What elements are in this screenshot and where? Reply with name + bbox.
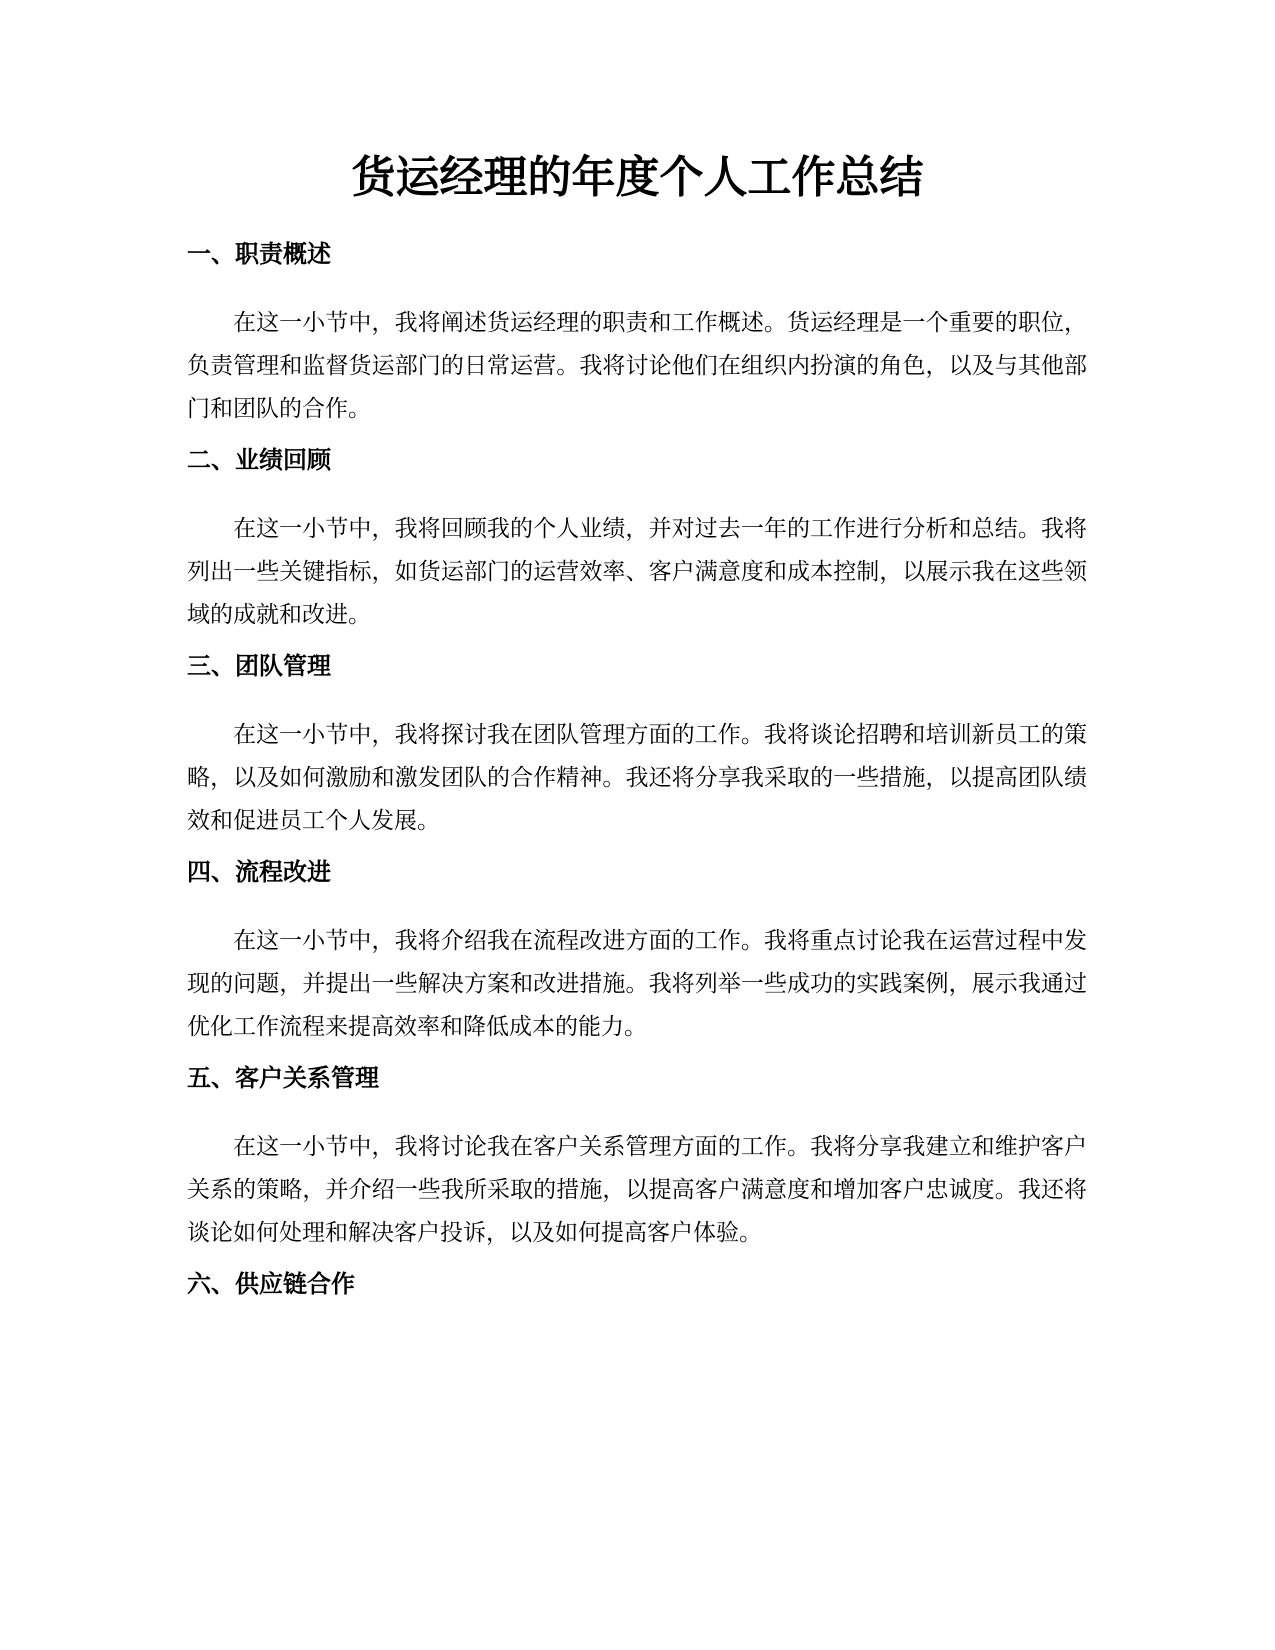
section-heading: 二、业绩回顾 — [187, 446, 331, 474]
section-heading: 六、供应链合作 — [187, 1270, 355, 1298]
section-body: 在这一小节中，我将探讨我在团队管理方面的工作。我将谈论招聘和培训新员工的策略，以及如何激励和激发团队的合作精神。我还将分享我采取的一些措施，以提高团队绩效和促进员工个人发展。 — [187, 722, 1087, 834]
section-body: 在这一小节中，我将介绍我在流程改进方面的工作。我将重点讨论我在运营过程中发现的问题，并提出一些解决方案和改进措施。我将列举一些成功的实践案例，展示我通过优化工作流程来提高效率和降低成本的能力。 — [187, 928, 1087, 1040]
section-heading: 三、团队管理 — [187, 652, 331, 680]
section-body: 在这一小节中，我将阐述货运经理的职责和工作概述。货运经理是一个重要的职位，负责管理和监督货运部门的日常运营。我将讨论他们在组织内扮演的角色，以及与其他部门和团队的合作。 — [187, 310, 1087, 422]
section-customer-relations — [187, 1062, 1087, 1255]
section-heading: 五、客户关系管理 — [187, 1064, 379, 1092]
section-body: 在这一小节中，我将讨论我在客户关系管理方面的工作。我将分享我建立和维护客户关系的策略，并介绍一些我所采取的措施，以提高客户满意度和增加客户忠诚度。我还将谈论如何处理和解决客户投诉，以及如何提高客户体验。 — [187, 1134, 1087, 1246]
section-heading: 一、职责概述 — [187, 240, 331, 268]
section-team-management — [187, 650, 1087, 843]
section-supply-chain — [187, 1268, 1087, 1300]
section-body: 在这一小节中，我将回顾我的个人业绩，并对过去一年的工作进行分析和总结。我将列出一些关键指标，如货运部门的运营效率、客户满意度和成本控制，以展示我在这些领域的成就和改进。 — [187, 516, 1087, 628]
section-heading: 四、流程改进 — [187, 858, 331, 886]
section-process-improvement — [187, 856, 1087, 1049]
document-title: 货运经理的年度个人工作总结 — [351, 152, 924, 203]
section-responsibilities — [187, 238, 1087, 431]
section-performance-review — [187, 444, 1087, 637]
